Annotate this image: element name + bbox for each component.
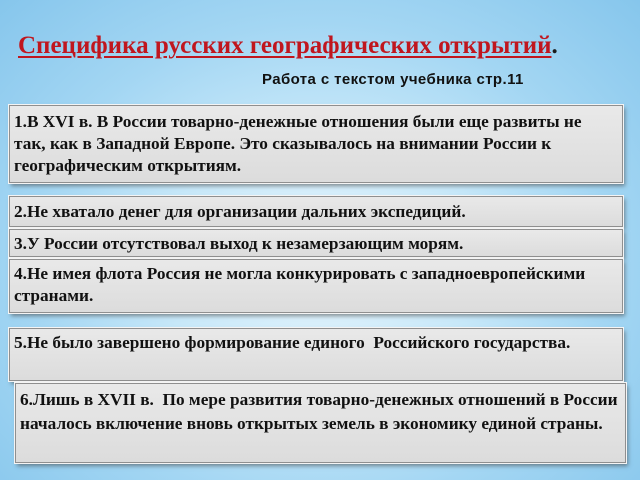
text-box-1: 1.В XVI в. В России товарно-денежные отношения были еще развиты не так, как в Западной Европе. Это сказывалось на внимании России к географическим открытиям. [9,105,623,183]
slide-subtitle: Работа с текстом учебника стр.11 [262,71,524,88]
slide-title [18,30,638,62]
text-box-6: 6.Лишь в XVII в. По мере развития товарно-денежных отношений в России началось включение вновь открытых земель в экономику единой страны. [15,383,626,463]
slide-title-text: Специфика русских географических открытий [18,32,552,59]
text-box-4: 4.Не имея флота Россия не могла конкурировать с западноевропейскими странами. [9,259,623,313]
text-box-5: 5.Не было завершено формирование единого Российского государства. [9,328,623,381]
slide-title-period: . [551,32,558,59]
text-box-3: 3.У России отсутствовал выход к незамерзающим морям. [9,229,623,257]
text-box-2: 2.Не хватало денег для организации дальних экспедиций. [9,196,623,227]
